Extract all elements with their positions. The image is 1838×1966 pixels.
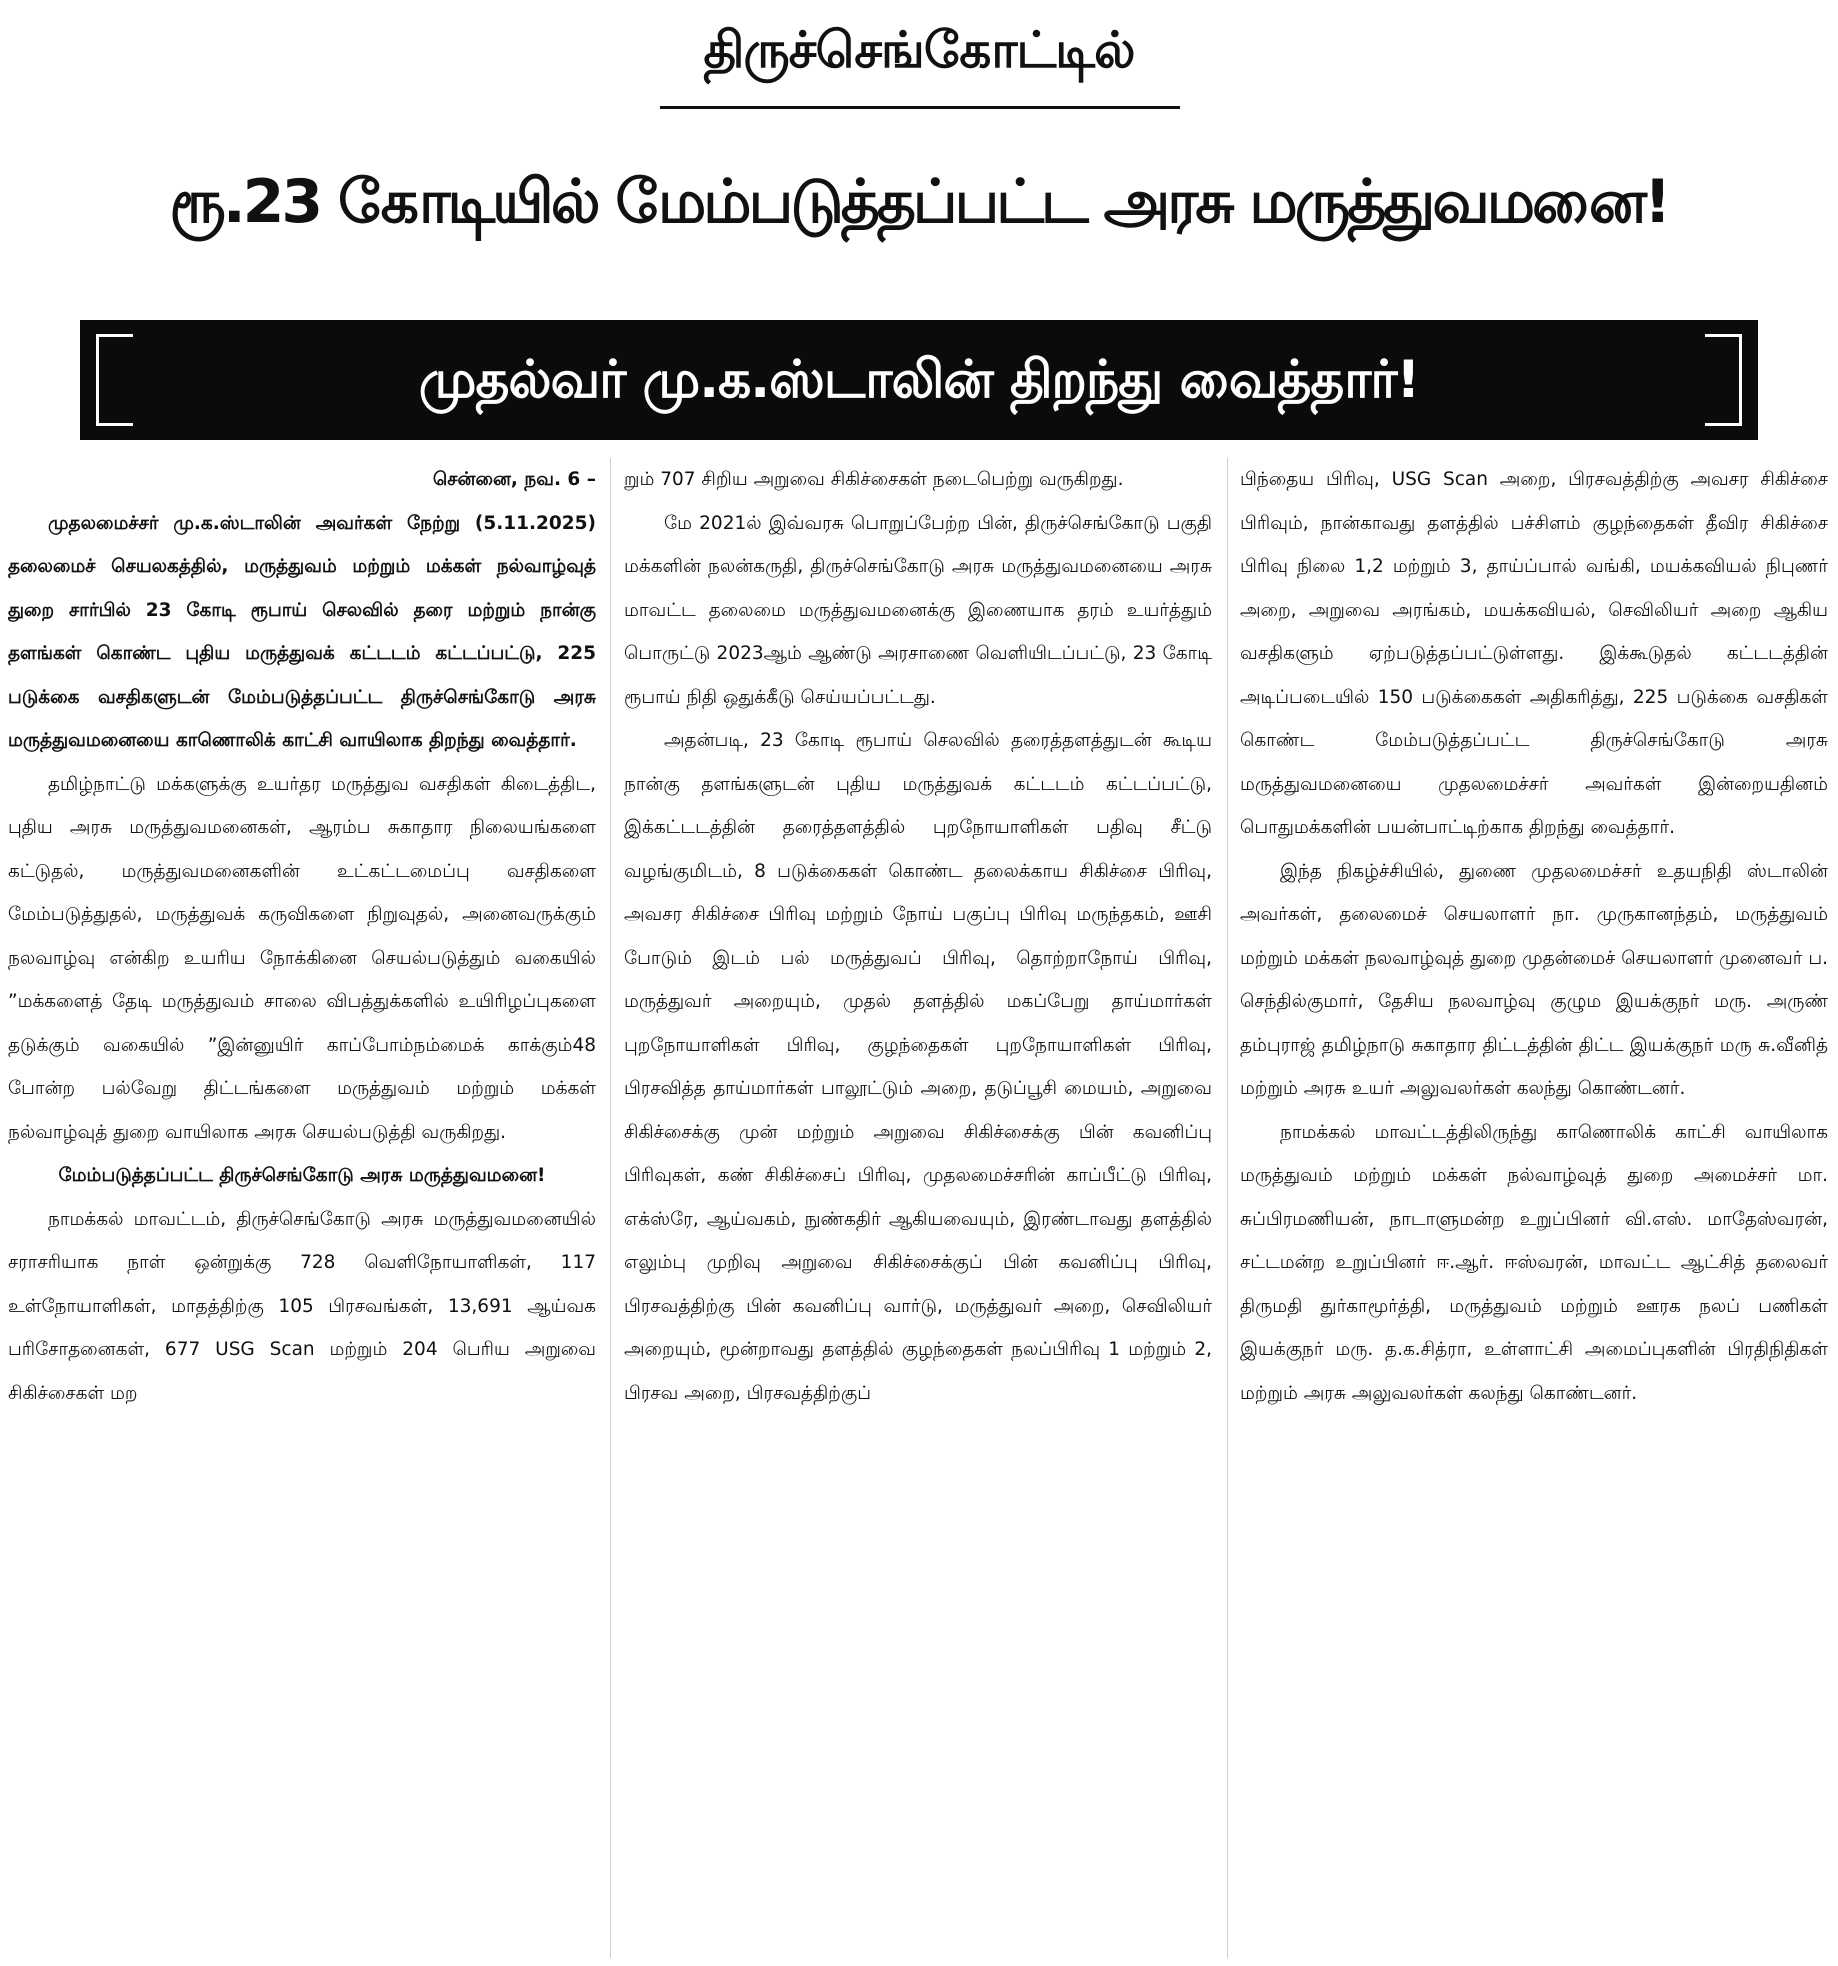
body-paragraph: பிந்தைய பிரிவு, USG Scan அறை, பிரசவத்திற்கு அவசர சிகிச்சை பிரிவும், நான்காவது தளத்தில் பச்சிளம் குழந்தைகள் தீவிர சிகிச்சை பிரிவு நிலை 1,2 மற்றும் 3, தாய்ப்பால் வங்கி, மயக்கவியல் நிபுணர் அறை, அறுவை அரங்கம், மயக்கவியல், செவிலியர் அறை ஆகிய வசதிகளும் ஏற்படுத்தப்பட்டுள்ளது. இக்கூடுதல் கட்டடத்தின் அடிப்படையில் 150 படுக்கைகள் அதிகரித்து, 225 படுக்கை வசதிகள் கொண்ட மேம்படுத்தப்பட்ட திருச்செங்கோடு அரசு மருத்துவமனையை முதலமைச்சர் அவர்கள் இன்றையதினம் பொதுமக்களின் பயன்பாட்டிற்காக திறந்து வைத்தார். bbox=[1240, 469, 1828, 838]
body-paragraph: தமிழ்நாட்டு மக்களுக்கு உயர்தர மருத்துவ வசதிகள் கிடைத்திட, புதிய அரசு மருத்துவமனைகள், ஆரம்ப சுகாதார நிலையங்களை கட்டுதல், மருத்துவமனைகளின் உட்கட்டமைப்பு வசதிகளை மேம்படுத்துதல், மருத்துவக் கருவிகளை நிறுவுதல், அனைவருக்கும் நலவாழ்வு என்கிற உயரிய நோக்கினை செயல்படுத்தும் வகையில் ”மக்களைத் தேடி மருத்துவம் சாலை விபத்துக்களில் உயிரிழப்புகளை தடுக்கும் வகையில் ”இன்னுயிர் காப்போம்நம்மைக் காக்கும்48 போன்ற பல்வேறு திட்டங்களை மருத்துவம் மற்றும் மக்கள் நல்வாழ்வுத் துறை வாயிலாக அரசு செயல்படுத்தி வருகிறது. bbox=[8, 773, 596, 1143]
banner-text: முதல்வர் மு.க.ஸ்டாலின் திறந்து வைத்தார்! bbox=[418, 350, 1420, 410]
column-divider bbox=[1227, 458, 1228, 1958]
subheading: மேம்படுத்தப்பட்ட திருச்செங்கோடு அரசு மருத்துவமனை! bbox=[58, 1165, 546, 1186]
article-column-3 bbox=[1240, 458, 1828, 1958]
body-paragraph: நாமக்கல் மாவட்டத்திலிருந்து காணொலிக் காட்சி வாயிலாக மருத்துவம் மற்றும் மக்கள் நல்வாழ்வுத் துறை அமைச்சர் மா. சுப்பிரமணியன், நாடாளுமன்ற உறுப்பினர் வி.எஸ். மாதேஸ்வரன், சட்டமன்ற உறுப்பினர் ஈ.ஆர். ஈஸ்வரன், மாவட்ட ஆட்சித் தலைவர் திருமதி துர்காமூர்த்தி, மருத்துவம் மற்றும் ஊரக நலப் பணிகள் இயக்குநர் மரு. த.க.சித்ரா, உள்ளாட்சி அமைப்புகளின் பிரதிநிதிகள் மற்றும் அரசு அலுவலர்கள் கலந்து கொண்டனர். bbox=[1240, 1121, 1828, 1404]
headline: ரூ.23 கோடியில் மேம்படுத்தப்பட்ட அரசு மருத்துவமனை! bbox=[169, 167, 1669, 237]
kicker bbox=[0, 8, 1838, 92]
column-divider bbox=[610, 458, 611, 1958]
body-paragraph: அதன்படி, 23 கோடி ரூபாய் செலவில் தரைத்தளத்துடன் கூடிய நான்கு தளங்களுடன் புதிய மருத்துவக் கட்டடம் கட்டப்பட்டு, இக்கட்டடத்தின் தரைத்தளத்தில் புறநோயாளிகள் பதிவு சீட்டு வழங்குமிடம், 8 படுக்கைகள் கொண்ட தலைக்காய சிகிச்சை பிரிவு, அவசர சிகிச்சை பிரிவு மற்றும் நோய் பகுப்பு பிரிவு மருந்தகம், ஊசி போடும் இடம் பல் மருத்துவப் பிரிவு, தொற்றாநோய் பிரிவு, மருத்துவர் அறையும், முதல் தளத்தில் மகப்பேறு தாய்மார்கள் புறநோயாளிகள் பிரிவு, குழந்தைகள் புறநோயாளிகள் பிரிவு, பிரசவித்த தாய்மார்கள் பாலூட்டும் அறை, தடுப்பூசி மையம், அறுவை சிகிச்சைக்கு முன் மற்றும் அறுவை சிகிச்சைக்கு பின் கவனிப்பு பிரிவுகள், கண் சிகிச்சைப் பிரிவு, முதலமைச்சரின் காப்பீட்டு பிரிவு, எக்ஸ்ரே, ஆய்வகம், நுண்கதிர் ஆகியவையும், இரண்டாவது தளத்தில் எலும்பு முறிவு அறுவை சிகிச்சைக்குப் பின் கவனிப்பு பிரிவு, பிரசவத்திற்கு பின் கவனிப்பு வார்டு, மருத்துவர் அறை, செவிலியர் அறையும், மூன்றாவது தளத்தில் குழந்தைகள் நலப்பிரிவு 1 மற்றும் 2, பிரசவ அறை, பிரசவத்திற்குப் bbox=[624, 730, 1212, 1404]
body-paragraph: றும் 707 சிறிய அறுவை சிகிச்சைகள் நடைபெற்று வருகிறது. bbox=[624, 469, 1124, 490]
kicker-underline bbox=[660, 106, 1180, 109]
banner bbox=[80, 320, 1758, 440]
body-paragraph: நாமக்கல் மாவட்டம், திருச்செங்கோடு அரசு மருத்துவமனையில் சராசரியாக நாள் ஒன்றுக்கு 728 வெளிநோயாளிகள், 117 உள்நோயாளிகள், மாதத்திற்கு 105 பிரசவங்கள், 13,691 ஆய்வக பரிசோதனைகள், 677 USG Scan மற்றும் 204 பெரிய அறுவை சிகிச்சைகள் மற bbox=[8, 1208, 596, 1404]
body-paragraph: இந்த நிகழ்ச்சியில், துணை முதலமைச்சர் உதயநிதி ஸ்டாலின் அவர்கள், தலைமைச் செயலாளர் நா. முருகானந்தம், மருத்துவம் மற்றும் மக்கள் நலவாழ்வுத் துறை முதன்மைச் செயலாளர் முனைவர் ப. செந்தில்குமார், தேசிய நலவாழ்வு குழும இயக்குநர் மரு. அருண் தம்புராஜ் தமிழ்நாடு சுகாதார திட்டத்தின் திட்ட இயக்குநர் மரு சு.வீனித் மற்றும் அரசு உயர் அலுவலர்கள் கலந்து கொண்டனர். bbox=[1240, 860, 1828, 1099]
article-column-1 bbox=[8, 458, 596, 1958]
body-paragraph: மே 2021ல் இவ்வரசு பொறுப்பேற்ற பின், திருச்செங்கோடு பகுதி மக்களின் நலன்கருதி, திருச்செங்கோடு அரசு மருத்துவமனையை அரசு மாவட்ட தலைமை மருத்துவமனைக்கு இணையாக தரம் உயர்த்தும் பொருட்டு 2023ஆம் ஆண்டு அரசாணை வெளியிடப்பட்டு, 23 கோடி ரூபாய் நிதி ஒதுக்கீடு செய்யப்பட்டது. bbox=[624, 512, 1212, 708]
lead-paragraph: முதலமைச்சர் மு.க.ஸ்டாலின் அவர்கள் நேற்று (5.11.2025) தலைமைச் செயலகத்தில், மருத்துவம் மற்றும் மக்கள் நல்வாழ்வுத் துறை சார்பில் 23 கோடி ரூபாய் செலவில் தரை மற்றும் நான்கு தளங்கள் கொண்ட புதிய மருத்துவக் கட்டடம் கட்டப்பட்டு, 225 படுக்கை வசதிகளுடன் மேம்படுத்தப்பட்ட திருச்செங்கோடு அரசு மருத்துவமனையை காணொலிக் காட்சி வாயிலாக திறந்து வைத்தார். bbox=[8, 512, 596, 751]
dateline: சென்னை, நவ. 6 – bbox=[432, 469, 596, 490]
kicker-text: திருச்செங்கோட்டில் bbox=[703, 21, 1135, 79]
article-column-2 bbox=[624, 458, 1212, 1958]
